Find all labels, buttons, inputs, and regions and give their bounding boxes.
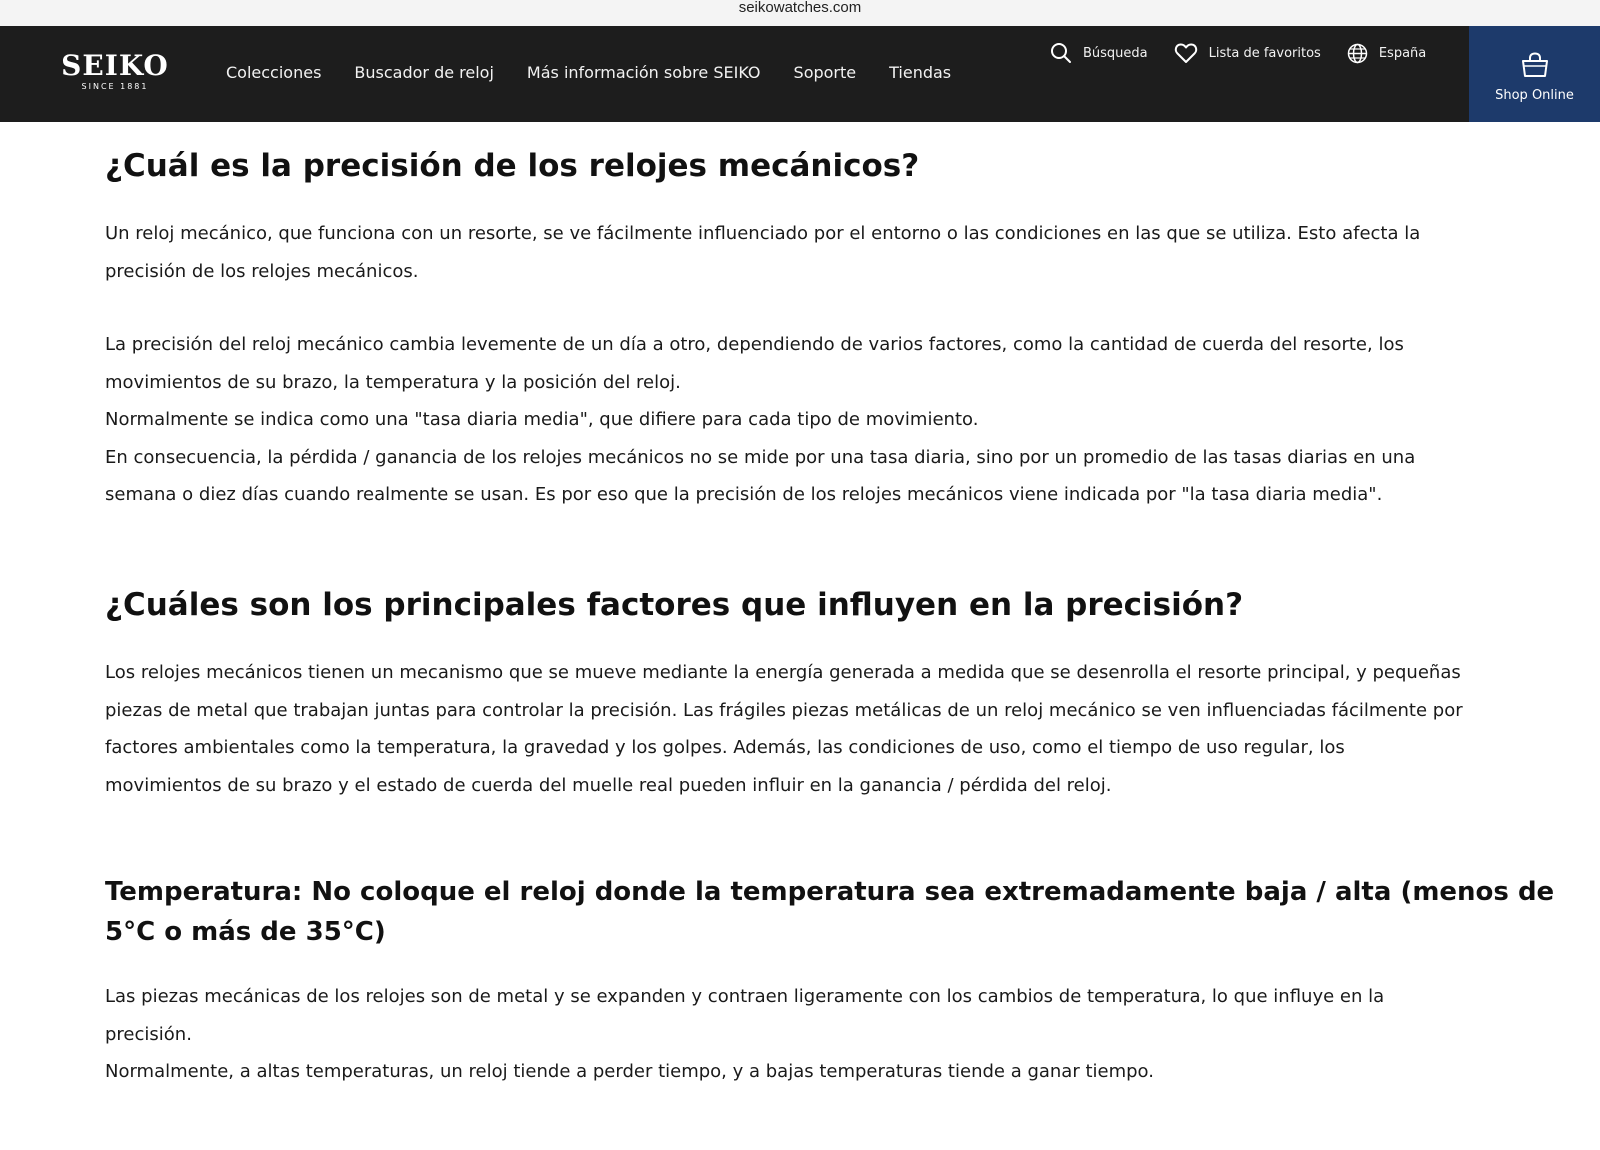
favorites-button[interactable] [1174, 42, 1321, 64]
heading-line: Temperatura: No coloque el reloj donde la temperatura sea extremadamente baja / alta (menos de [105, 877, 1555, 907]
text-line: Normalmente, a altas temperaturas, un reloj tiende a perder tiempo, y a bajas temperaturas tiende a ganar tiempo. [105, 1061, 1154, 1082]
text-line: Normalmente se indica como una "tasa diaria media", que difiere para cada tipo de movimiento. [105, 409, 979, 430]
heading-factors: ¿Cuáles son los principales factores que influyen en la precisión? [105, 587, 1244, 623]
nav-buscador-de-reloj[interactable]: Buscador de reloj [354, 63, 494, 82]
logo-tagline: SINCE 1881 [81, 82, 149, 91]
paragraph-factors [105, 654, 1463, 804]
text-line: precisión. [105, 1023, 192, 1045]
logo-wordmark: SEIKO [61, 49, 169, 82]
search-label: Búsqueda [1083, 45, 1148, 61]
text-line: movimientos de su brazo, la temperatura y la posición del reloj. [105, 371, 681, 393]
search-button[interactable] [1050, 42, 1148, 64]
text-line: movimientos de su brazo y el estado de cuerda del muelle real pueden influir en la ganancia / pérdida del reloj. [105, 774, 1112, 796]
shop-online-button[interactable] [1469, 26, 1600, 122]
heading-precision: ¿Cuál es la precisión de los relojes mecánicos? [105, 148, 920, 184]
text-line: Un reloj mecánico, que funciona con un resorte, se ve fácilmente influenciado por el entorno o las condiciones en las que se utiliza. Esto afecta la [105, 223, 1421, 244]
heading-line: 5°C o más de 35°C) [105, 917, 386, 947]
text-line: piezas de metal que trabajan juntas para controlar la precisión. Las frágiles piezas metálicas de un reloj mecánico se ven influenciadas fácilmente por [105, 699, 1463, 721]
text-line: La precisión del reloj mecánico cambia levemente de un día a otro, dependiendo de varios factores, como la cantidad de cuerda del resorte, los [105, 334, 1404, 355]
paragraph-daily-rate [105, 326, 1415, 514]
region-label: España [1378, 45, 1427, 61]
text-line: precisión de los relojes mecánicos. [105, 260, 419, 282]
shopping-bag-icon [1520, 52, 1550, 78]
region-selector[interactable] [1347, 43, 1426, 64]
nav-colecciones[interactable]: Colecciones [226, 63, 322, 82]
heading-temperature [105, 872, 1555, 952]
paragraph-temperature [105, 978, 1384, 1091]
main-nav [226, 62, 951, 84]
text-line: Los relojes mecánicos tienen un mecanismo que se mueve mediante la energía generada a medida que se desenrolla el resorte principal, y pequeñas [105, 662, 1461, 683]
seiko-logo[interactable] [53, 51, 177, 97]
nav-mas-informacion[interactable]: Más información sobre SEIKO [526, 63, 761, 82]
text-line: semana o diez días cuando realmente se usan. Es por eso que la precisión de los relojes mecánicos viene indicada por "la tasa diaria media". [105, 484, 1383, 505]
search-icon [1050, 42, 1072, 64]
nav-soporte[interactable]: Soporte [793, 63, 857, 82]
url-text: seikowatches.com [738, 0, 862, 16]
browser-url-bar[interactable] [0, 0, 1600, 26]
utility-nav [1050, 42, 1452, 64]
nav-tiendas[interactable]: Tiendas [889, 63, 952, 82]
favorites-label: Lista de favoritos [1208, 45, 1321, 61]
paragraph-precision-intro [105, 215, 1420, 290]
text-line: Las piezas mecánicas de los relojes son de metal y se expanden y contraen ligeramente con los cambios de temperatura, lo que influye en la [105, 986, 1385, 1007]
text-line: factores ambientales como la temperatura, la gravedad y los golpes. Además, las condiciones de uso, como el tiempo de uso regular, los [105, 737, 1345, 758]
text-line: En consecuencia, la pérdida / ganancia de los relojes mecánicos no se mide por una tasa diaria, sino por un promedio de las tasas diarias en una [105, 446, 1416, 468]
shop-online-label: Shop Online [1495, 88, 1574, 103]
heart-icon [1174, 42, 1198, 64]
site-header [0, 26, 1600, 122]
globe-icon [1347, 43, 1368, 64]
